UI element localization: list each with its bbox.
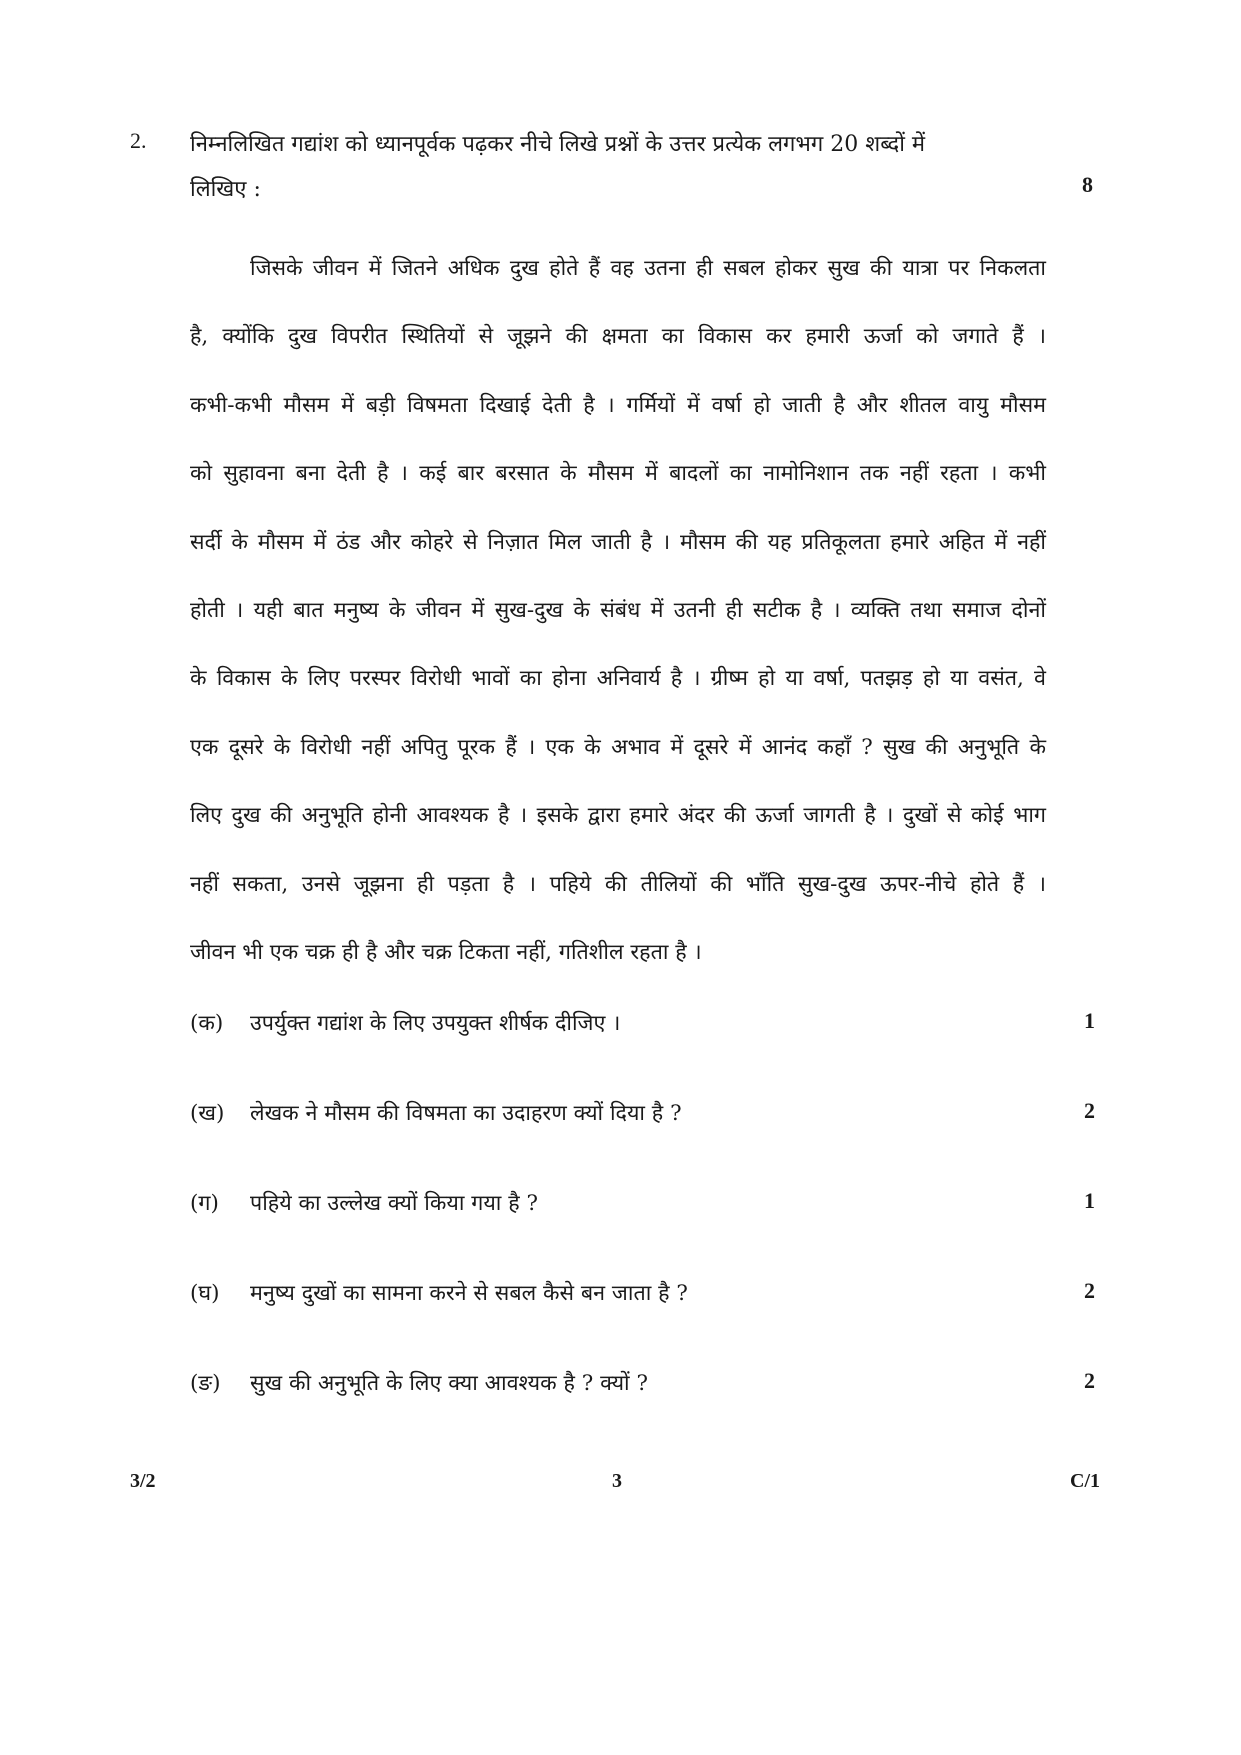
question-number: 2. (130, 128, 147, 153)
passage-line: सर्दी के मौसम में ठंड और कोहरे से निज़ात मिल जाती है । मौसम की यह प्रतिकूलता हमारे अहित में नहीं (190, 529, 1046, 555)
question-instruction (190, 122, 1050, 212)
passage-line: को सुहावना बना देती है । कई बार बरसात के मौसम में बादलों का नामोनिशान तक नहीं रहता । कभी (190, 461, 1046, 487)
passage-line: के विकास के लिए परस्पर विरोधी भावों का होना अनिवार्य है । ग्रीष्म हो या वर्षा, पतझड़ हो या वसंत, वे (190, 666, 1046, 692)
passage (190, 235, 1046, 987)
sub-question-text: लेखक ने मौसम की विषमता का उदाहरण क्यों दिया है ? (250, 1101, 682, 1126)
footer-page-number: 3 (612, 1470, 622, 1492)
sub-question-kha (190, 1098, 1095, 1138)
total-marks: 8 (1082, 172, 1093, 197)
passage-line: कभी-कभी मौसम में बड़ी विषमता दिखाई देती है । गर्मियों में वर्षा हो जाती है और शीतल वायु मौसम (190, 392, 1046, 418)
sub-question-ka (190, 1008, 1095, 1048)
sub-question-marks: 2 (1084, 1098, 1095, 1123)
passage-line: जिसके जीवन में जितने अधिक दुख होते हैं वह उतना ही सबल होकर सुख की यात्रा पर निकलता (250, 256, 1046, 281)
sub-question-text: सुख की अनुभूति के लिए क्या आवश्यक है ? क्यों ? (250, 1371, 648, 1396)
instruction-line-2: लिखिए : (190, 177, 261, 202)
sub-question-marks: 2 (1084, 1278, 1095, 1303)
instruction-line-1: निम्नलिखित गद्यांश को ध्यानपूर्वक पढ़कर नीचे लिखे प्रश्नों के उत्तर प्रत्येक लगभग 20 शब्दों में (190, 132, 926, 157)
sub-question-label: (क) (190, 1011, 224, 1036)
sub-question-text: उपर्युक्त गद्यांश के लिए उपयुक्त शीर्षक दीजिए । (250, 1011, 621, 1036)
sub-question-ga (190, 1188, 1095, 1228)
footer-paper-code: 3/2 (130, 1470, 156, 1492)
passage-line: नहीं सकता, उनसे जूझना ही पड़ता है । पहिये की तीलियों की भाँति सुख-दुख ऊपर-नीचे होते हैं । (190, 871, 1046, 897)
sub-question-label: (ग) (190, 1191, 219, 1216)
sub-question-marks: 1 (1084, 1008, 1095, 1033)
sub-question-gha (190, 1278, 1095, 1318)
sub-question-text: पहिये का उल्लेख क्यों किया गया है ? (250, 1191, 538, 1216)
passage-line: एक दूसरे के विरोधी नहीं अपितु पूरक हैं । एक के अभाव में दूसरे में आनंद कहाँ ? सुख की अनुभूति के (190, 734, 1046, 760)
sub-question-label: (ख) (190, 1101, 225, 1126)
sub-question-marks: 2 (1084, 1368, 1095, 1393)
sub-question-nga (190, 1368, 1095, 1408)
sub-question-label: (घ) (190, 1281, 220, 1306)
passage-line: जीवन भी एक चक्र ही है और चक्र टिकता नहीं, गतिशील रहता है । (190, 939, 702, 965)
passage-line: होती । यही बात मनुष्य के जीवन में सुख-दुख के संबंध में उतनी ही सटीक है । व्यक्ति तथा समाज दोनों (190, 597, 1046, 623)
sub-question-label: (ङ) (190, 1371, 221, 1396)
sub-question-marks: 1 (1084, 1188, 1095, 1213)
footer-set-code: C/1 (1070, 1470, 1100, 1492)
passage-line: लिए दुख की अनुभूति होनी आवश्यक है । इसके द्वारा हमारे अंदर की ऊर्जा जागती है । दुखों से कोई भाग (190, 803, 1046, 829)
passage-line: है, क्योंकि दुख विपरीत स्थितियों से जूझने की क्षमता का विकास कर हमारी ऊर्जा को जगाते हैं । (190, 324, 1046, 350)
sub-question-text: मनुष्य दुखों का सामना करने से सबल कैसे बन जाता है ? (250, 1281, 688, 1306)
